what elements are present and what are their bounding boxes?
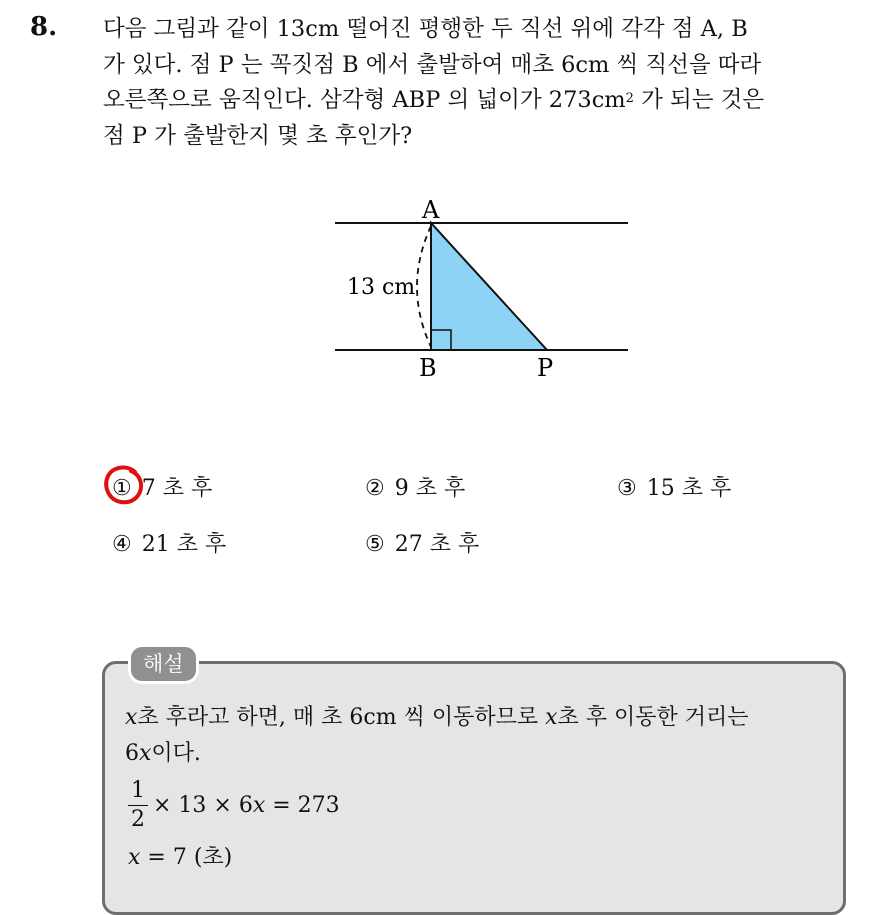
choice-5-text: 27 초 후: [394, 532, 480, 557]
question-line-1: 다음 그림과 같이 13cm 떨어진 평행한 두 직선 위에 각각 점 A, B: [103, 16, 748, 42]
fraction-bar: [128, 805, 148, 806]
question-line-3-main: 오른쪽으로 움직인다. 삼각형 ABP 의 넓이가 273cm: [103, 87, 626, 113]
equation-answer: [128, 840, 232, 871]
choice-1-number: ①: [112, 476, 132, 501]
choice-2[interactable]: [365, 471, 465, 502]
question-line-4: 점 P 가 출발한지 몇 초 후인가?: [103, 122, 413, 149]
question-line-3: [103, 83, 868, 119]
choice-1-text: 7 초 후: [141, 476, 213, 501]
choice-5-number: ⑤: [365, 532, 385, 557]
equation-answer-value: = 7 (초): [140, 845, 233, 870]
label-p: P: [537, 354, 554, 382]
choice-4-number: ④: [112, 532, 132, 557]
triangle-abp: [431, 223, 547, 350]
choice-3[interactable]: [617, 471, 731, 502]
choice-1[interactable]: [112, 471, 212, 502]
solution-line-1: [125, 700, 749, 736]
equation-area-result: = 273: [265, 793, 340, 818]
var-x: x: [139, 741, 152, 766]
choice-2-number: ②: [365, 476, 385, 501]
distance-arc: [417, 226, 431, 347]
label-a: A: [422, 196, 440, 224]
question-line-2: 가 있다. 점 P 는 꼭짓점 B 에서 출발하여 매초 6cm 씩 직선을 따라: [103, 51, 762, 78]
question-number: 8.: [30, 12, 58, 42]
choice-4[interactable]: [112, 527, 226, 558]
var-x: x: [545, 705, 558, 730]
solution-line-1-part: 초 후라고 하면, 매 초 6cm 씩 이동하므로: [137, 705, 546, 730]
solution-text: [125, 700, 749, 772]
solution-line-1-end: 초 후 이동한 거리는: [557, 705, 749, 730]
fraction-denominator: 2: [131, 807, 145, 832]
distance-label: 13 cm: [347, 275, 416, 300]
triangle-figure: [330, 190, 640, 390]
fraction-numerator: 1: [131, 778, 145, 803]
solution-label: 해설: [128, 644, 199, 684]
var-x: x: [125, 705, 138, 730]
equation-area: [153, 793, 340, 818]
choice-3-number: ③: [617, 476, 637, 501]
var-x: x: [252, 793, 266, 818]
square-superscript: 2: [625, 91, 634, 106]
question-line-3-tail: 가 되는 것은: [633, 87, 765, 113]
var-x: x: [128, 845, 141, 870]
choice-2-text: 9 초 후: [394, 476, 466, 501]
fraction-one-half: [128, 778, 148, 833]
question-text: [103, 12, 868, 154]
solution-line-2-end: 이다.: [151, 741, 201, 766]
choice-5[interactable]: [365, 527, 479, 558]
coefficient: 6: [125, 741, 139, 766]
equation-area-part: × 13 × 6: [153, 793, 253, 818]
choice-4-text: 21 초 후: [141, 532, 227, 557]
solution-line-2: [125, 736, 749, 772]
choice-3-text: 15 초 후: [646, 476, 732, 501]
label-b: B: [419, 354, 437, 382]
